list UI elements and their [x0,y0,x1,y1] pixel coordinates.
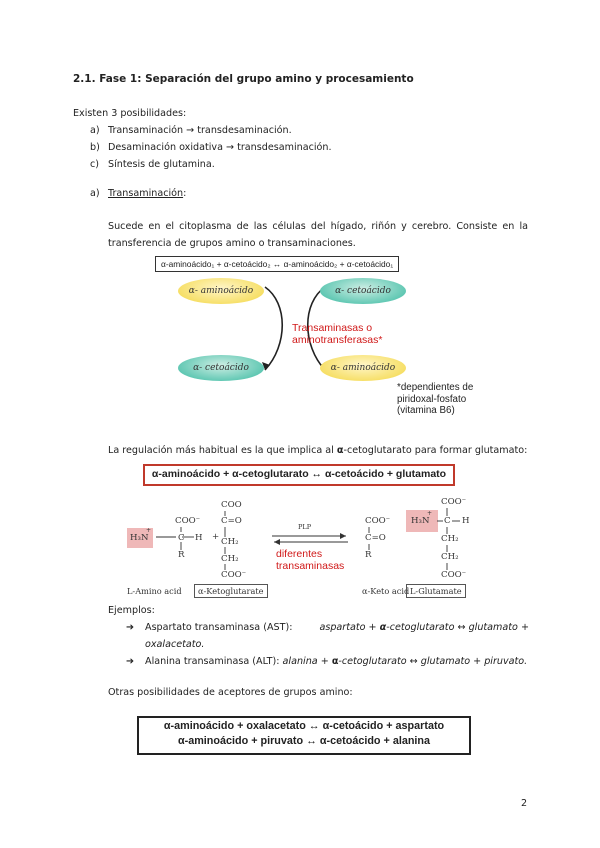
option-text: Síntesis de glutamina. [108,159,215,170]
ellipse-keto-acid-bottom: α- cetoácido [178,355,264,381]
example-alt [145,655,527,668]
transaminases-label [276,548,344,572]
cofactor-note [397,382,473,417]
option-text: Desaminación oxidativa → transdesaminación. [108,142,332,153]
amino-c: C [178,533,185,543]
keto-coo-top: COO [221,500,242,510]
note-line-1: *dependientes de [397,382,474,393]
ast-reaction [319,621,529,634]
subsection-title: Transaminación [108,188,184,199]
glutamate-bonds [430,506,470,574]
alt-alpha: α [331,656,339,667]
regulation-post: -cetoglutarato para formar glutamato: [343,445,528,456]
intro-text: Existen 3 posibilidades: [73,108,187,119]
note-line-2: piridoxal-fosfato [397,393,467,405]
other-reaction-2: α-aminoácido + piruvato ↔ α-cetoácido + alanina [177,735,431,747]
page-number: 2 [521,798,528,809]
section-title: 2.1. Fase 1: Separación del grupo amino y procesamiento [73,73,414,85]
enzyme-line-2: aminotransferasas* [292,334,383,346]
ketoacid-bonds [364,526,384,556]
transaminases-line-1: diferentes [276,548,323,560]
regulation-alpha: α [336,445,344,456]
ellipse-amino-acid-top: α- aminoácido [178,278,264,304]
ast-products: -cetoglutarato ↔ glutamato + [386,622,529,633]
option-marker: a) [90,125,100,136]
example-ast-bullet: ➔ [126,622,135,633]
option-marker: c) [90,159,100,170]
subsection-heading [90,187,186,200]
note-line-3: (vitamina B6) [397,405,455,416]
ast-continuation: oxalacetato. [145,639,205,650]
enzyme-line-1: Transaminasas o [292,322,373,334]
amino-h: H [195,533,203,543]
ketoacid-r: R [365,550,372,560]
example-ast [145,621,529,634]
option-a [90,124,292,137]
label-keto-acid: α-Keto acid [362,586,410,596]
keto-c-o: C=O [221,516,242,526]
label-ketoglutarate: α-Ketoglutarate [194,584,268,598]
label-glutamate: L-Glutamate [406,584,466,598]
ast-label: Aspartato transaminasa (AST): [145,622,293,633]
glutamate-c: C [444,516,451,526]
ast-alpha: α [379,622,387,633]
amino-h3n: H₃N [130,533,149,543]
keto-bonds [220,510,240,574]
transamination-equation: α-aminoácido₁ + α-cetoácido₂ ↔ α-aminoácido₂ + α-cetoácido₁ [155,256,399,272]
amino-bonds [150,525,200,555]
ketoacid-c-o: C=O [365,533,386,543]
option-marker: b) [90,142,100,153]
plus-sign: + [212,532,220,542]
ellipse-amino-acid-bottom: α- aminoácido [320,355,406,381]
alt-substrate: alanina + [282,656,332,667]
regulation-reaction-box: α-aminoácido + α-cetoglutarato ↔ α-cetoácido + glutamato [143,464,455,486]
option-b [90,141,332,154]
glutamate-h3n: H₃N [411,516,430,526]
alt-label: Alanina transaminasa (ALT): [145,656,283,667]
amino-r: R [178,550,185,560]
subsection-marker: a) [90,188,100,199]
label-amino-acid: L-Amino acid [127,586,182,596]
option-c [90,158,215,171]
reaction-arrows [270,532,350,546]
glutamate-coo-bottom: COO⁻ [441,570,467,580]
ketoacid-coo: COO⁻ [365,516,391,526]
keto-ch2-a: CH₂ [221,537,239,547]
examples-heading: Ejemplos: [108,605,155,616]
alt-products: -cetoglutarato ↔ glutamato + piruvato. [338,656,528,667]
ellipse-keto-acid-top: α- cetoácido [320,278,406,304]
other-reaction-1: α-aminoácido + oxalacetato ↔ α-cetoácido + aspartato [163,720,445,732]
glutamate-ch2-a: CH₂ [441,534,459,544]
option-text: Transaminación → transdesaminación. [108,125,292,136]
left-curve-arrow [265,287,282,370]
regulation-pre: La regulación más habitual es la que implica al [108,445,337,456]
glutamate-coo-top: COO⁻ [441,497,467,507]
regulation-text [108,444,527,457]
transamination-paragraph: Sucede en el citoplasma de las células del hígado, riñón y cerebro. Consiste en la transferencia de grupos amino o transaminaciones. [108,221,528,249]
glutamate-h: H [462,516,470,526]
other-acceptors-box [137,716,471,755]
ast-substrate: aspartato + [319,622,380,633]
keto-ch2-b: CH₂ [221,554,239,564]
plp-label: PLP [298,523,312,531]
keto-coo-bottom: COO⁻ [221,570,247,580]
transaminases-line-2: transaminasas [276,560,345,572]
amino-coo: COO⁻ [175,516,201,526]
example-alt-bullet: ➔ [126,656,135,667]
amino-plus: + [146,527,152,534]
subsection-colon: : [183,188,187,199]
enzyme-label [292,322,382,346]
glutamate-ch2-b: CH₂ [441,552,459,562]
other-acceptors-text: Otras posibilidades de aceptores de grupos amino: [108,687,353,698]
glutamate-plus: + [427,510,433,517]
